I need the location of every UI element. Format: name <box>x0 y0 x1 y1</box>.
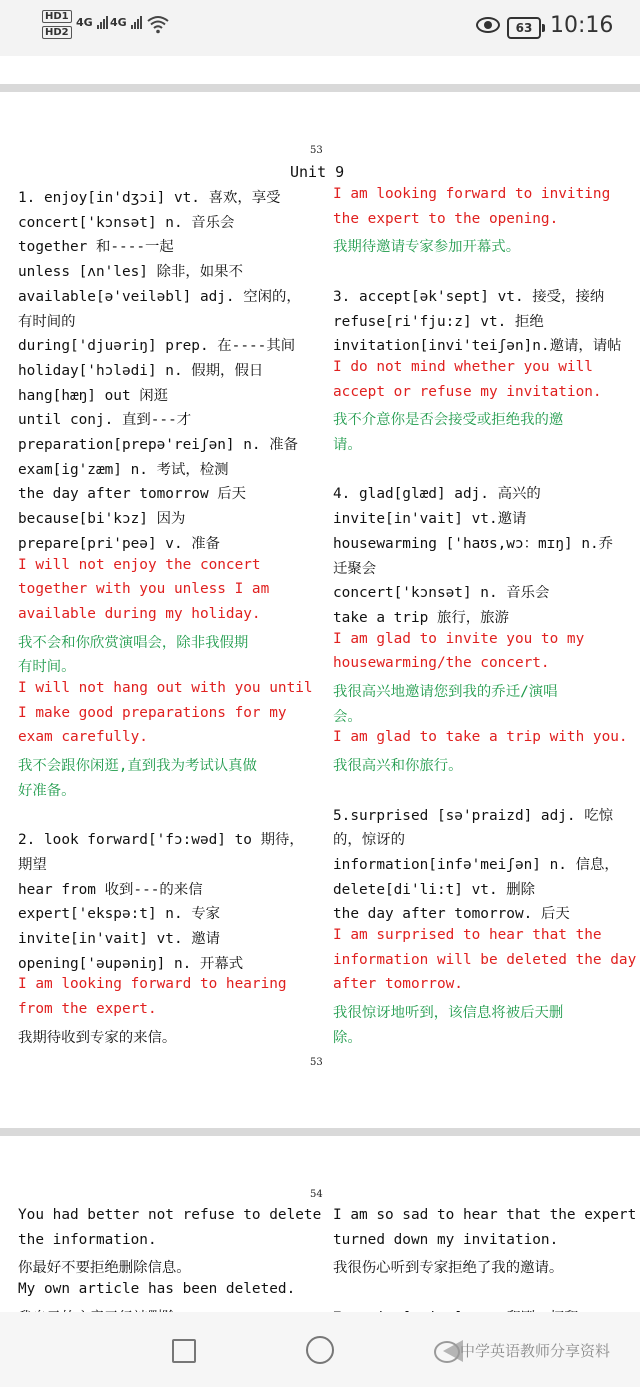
wifi-icon <box>146 14 170 34</box>
text-line: concert['kɔnsət] n. 音乐会 <box>18 214 235 231</box>
text-line: until conj. 直到---才 <box>18 412 192 429</box>
text-line: 的，惊讶的 <box>333 832 405 849</box>
text-line: 我很高兴地邀请您到我的乔迁/演唱 <box>333 684 558 700</box>
text-line: 除。 <box>333 1029 362 1046</box>
text-line: opening['əupəniŋ] n. 开幕式 <box>18 955 244 972</box>
page-number-top: 53 <box>310 145 323 156</box>
sim1-badge: HD1 <box>42 10 72 23</box>
home-button[interactable] <box>306 1336 334 1364</box>
text-line: because[bi'kɔz] 因为 <box>18 511 186 528</box>
text-line: invitation[invi'teiʃən]n.邀请，请帖 <box>333 338 622 355</box>
text-line: I do not mind whether you will <box>333 358 593 375</box>
text-line: 有时间的 <box>18 313 76 330</box>
text-line: exam carefully. <box>18 729 148 746</box>
text-line: hang[hæŋ] out 闲逛 <box>18 387 169 404</box>
text-line: together 和----一起 <box>18 239 174 256</box>
text-line: I make good preparations for my <box>18 704 287 721</box>
text-line: 2. look forward['fɔ:wəd] to 期待， <box>18 832 304 849</box>
text-line: 我不介意你是否会接受或拒绝我的邀 <box>333 412 564 429</box>
text-line: 我不会跟你闲逛,直到我为考试认真做 <box>18 758 257 775</box>
text-line: I will not enjoy the concert <box>18 556 261 573</box>
text-line: unless [ʌn'les] 除非，如果不 <box>18 264 243 281</box>
text-line: 我不会和你欣赏演唱会，除非我假期 <box>18 634 249 651</box>
page2-number-top: 54 <box>310 1189 323 1200</box>
text-line: My own article has been deleted. <box>18 1281 296 1298</box>
signal-icon-2: 4G <box>110 16 143 29</box>
text-line: from the expert. <box>18 1001 157 1018</box>
text-line: 有时间。 <box>18 659 76 676</box>
text-line: 我期待邀请专家参加开幕式。 <box>333 239 521 256</box>
text-line: refuse[ri'fju:z] vt. 拒绝 <box>333 313 544 330</box>
text-line: 你最好不要拒绝删除信息。 <box>18 1260 191 1277</box>
clock: 10:16 <box>550 13 614 38</box>
text-line: 迁聚会 <box>333 560 377 577</box>
text-line: I am so sad to hear that the expert <box>333 1207 637 1223</box>
text-line: 好准备。 <box>18 782 76 799</box>
text-line: invite[in'vait] vt. 邀请 <box>18 931 221 947</box>
sim2-badge: HD2 <box>42 26 72 39</box>
watermark-text: 中学英语教师分享资料 <box>460 1342 611 1360</box>
text-line: invite[in'vait] vt.邀请 <box>333 511 527 528</box>
text-line: I am surprised to hear that the <box>333 927 602 943</box>
text-line: 4. glad[glæd] adj. 高兴的 <box>333 486 541 503</box>
text-line: available[ə'veiləbl] adj. 空闲的， <box>18 288 301 305</box>
eye-comfort-icon <box>476 17 500 33</box>
text-line: I am glad to take a trip with you. <box>333 729 628 746</box>
text-line: hear from 收到---的来信 <box>18 881 203 898</box>
page-separator <box>0 1128 640 1136</box>
text-line: exam[ig'zæm] n. 考试，检测 <box>18 461 229 478</box>
text-line: housewarming ['haʊs,wɔ：mɪŋ] n.乔 <box>333 535 614 552</box>
unit-title: Unit 9 <box>290 163 345 181</box>
text-line: You had better not refuse to delete <box>18 1207 322 1223</box>
text-line: 期望 <box>18 856 47 873</box>
text-line: after tomorrow. <box>333 976 463 993</box>
text-line: housewarming/the concert. <box>333 655 550 672</box>
text-line: preparation[prepə'reiʃən] n. 准备 <box>18 437 299 453</box>
text-line: delete[di'li:t] vt. 删除 <box>333 881 536 898</box>
text-line: during['djuəriŋ] prep. 在----其间 <box>18 338 296 355</box>
text-line: I am looking forward to hearing <box>18 976 287 993</box>
status-bar <box>0 0 640 56</box>
text-line: accept or refuse my invitation. <box>333 383 602 400</box>
text-line: 我期待收到专家的来信。 <box>18 1029 177 1046</box>
text-line: 1. enjoy[in'dʒɔi] vt. 喜欢，享受 <box>18 190 281 206</box>
text-line: together with you unless I am <box>18 581 270 598</box>
text-line: information[infə'meiʃən] n. 信息， <box>333 856 619 873</box>
text-line: holiday['hɔlədi] n. 假期，假日 <box>18 362 264 379</box>
text-line: take a trip 旅行，旅游 <box>333 609 509 626</box>
text-line: the information. <box>18 1231 157 1248</box>
text-line: information will be deleted the day <box>333 951 637 968</box>
text-line: prepare[pri'peə] v. 准备 <box>18 535 221 552</box>
battery-icon: 63 <box>507 17 541 39</box>
page-number-bottom: 53 <box>310 1057 323 1068</box>
text-line: I am glad to invite you to my <box>333 630 585 647</box>
text-line: expert['ekspə:t] n. 专家 <box>18 906 221 923</box>
text-line: 我很伤心听到专家拒绝了我的邀请。 <box>333 1260 564 1277</box>
text-line: concert['kɔnsət] n. 音乐会 <box>333 585 550 602</box>
text-line: the expert to the opening. <box>333 210 559 227</box>
text-line: I will not hang out with you until <box>18 680 313 696</box>
text-line: the day after tomorrow. 后天 <box>333 906 570 923</box>
text-line: 我很惊讶地听到，该信息将被后天删 <box>333 1005 564 1022</box>
recent-apps-button[interactable] <box>172 1339 196 1363</box>
wechat-icon <box>434 1341 460 1363</box>
sim-indicators <box>42 10 72 42</box>
text-line: I am looking forward to inviting <box>333 186 611 202</box>
text-line: 5.surprised [sə'praizd] adj. 吃惊 <box>333 807 614 824</box>
signal-icon-1: 4G <box>76 16 109 29</box>
page-separator <box>0 84 640 92</box>
text-line: 会。 <box>333 708 362 725</box>
text-line: available during my holiday. <box>18 605 261 622</box>
text-line: turned down my invitation. <box>333 1231 559 1248</box>
text-line: the day after tomorrow 后天 <box>18 486 247 503</box>
text-line: 请。 <box>333 437 362 453</box>
text-line: 3. accept[ək'sept] vt. 接受，接纳 <box>333 288 605 305</box>
text-line: 我很高兴和你旅行。 <box>333 758 463 775</box>
